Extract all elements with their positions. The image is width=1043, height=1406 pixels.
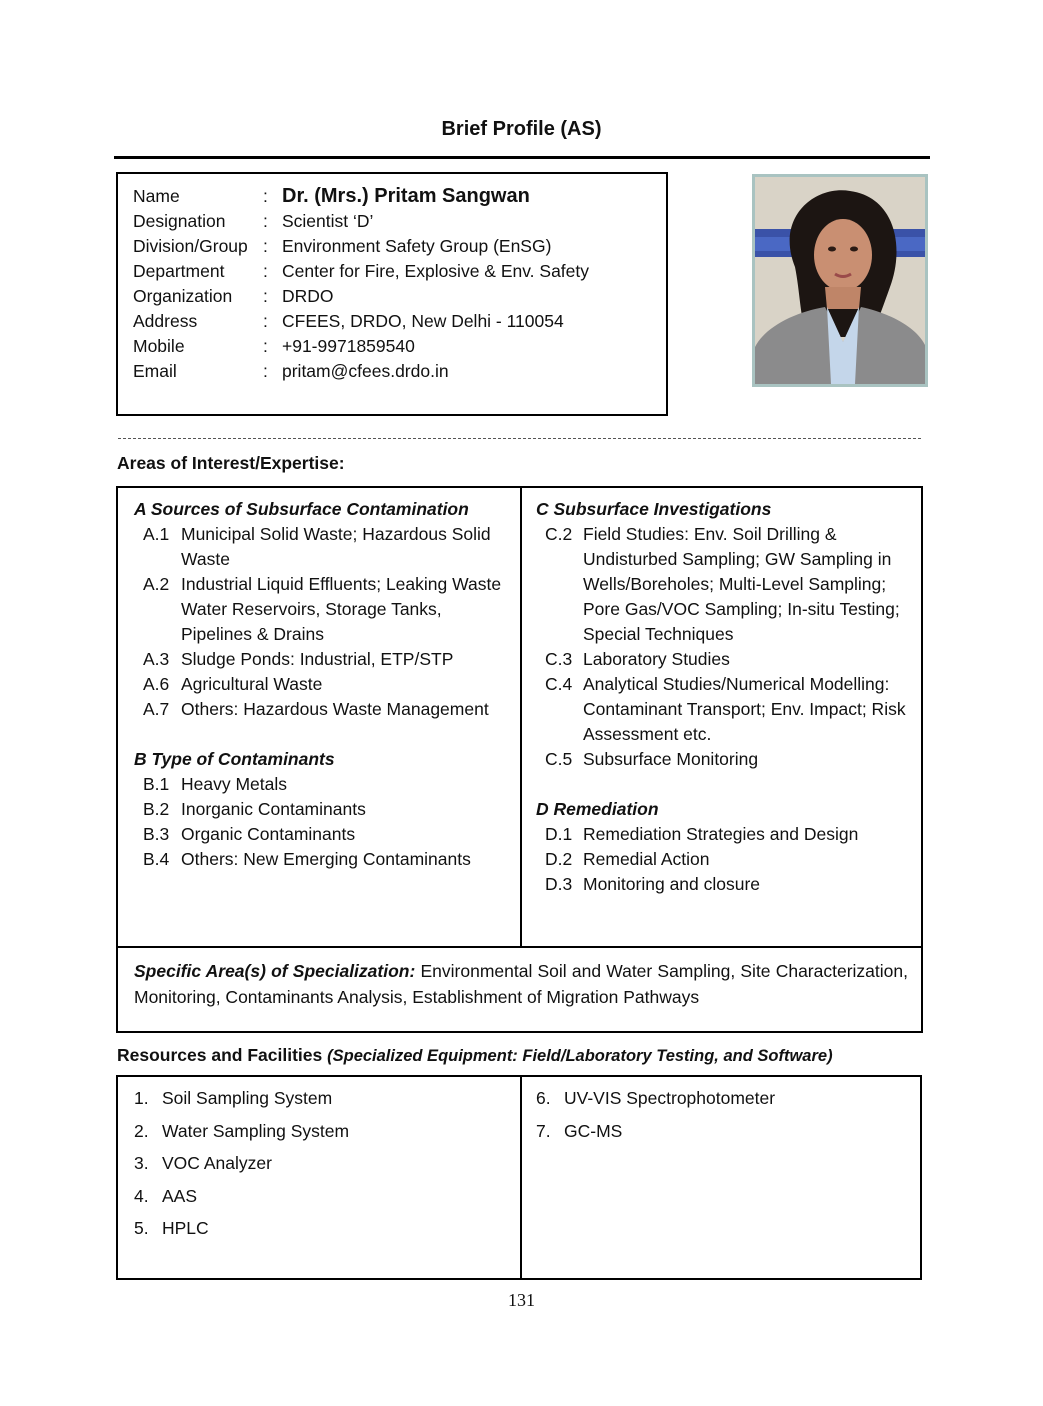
item-text: HPLC [162,1218,209,1238]
field-label: Address [133,311,198,331]
item-number: 3. [134,1153,149,1173]
item-code: D.2 [545,849,573,869]
item-text: Water Sampling System [162,1120,350,1141]
item-text: Others: New Emerging Contaminants [181,849,471,869]
item-text: AAS [162,1185,198,1206]
item-code: A.1 [143,524,170,544]
profile-row-division [133,234,666,259]
field-label: Department [133,261,225,281]
column-divider [520,488,522,948]
list-item [134,1185,349,1218]
field-label: Organization [133,286,233,306]
field-label: Mobile [133,336,185,356]
item-text: Agricultural Waste [181,674,323,694]
item-code: D.1 [545,824,573,844]
field-value: pritam@cfees.drdo.in [282,361,449,381]
field-value: +91-9971859540 [282,336,415,356]
list-item [536,747,916,772]
areas-heading: Areas of Interest/Expertise: [117,453,345,473]
dashed-separator [118,438,921,439]
item-text: Remedial Action [583,849,710,869]
field-value: CFEES, DRDO, New Delhi - 110054 [282,311,564,331]
title-rule [114,156,930,159]
item-number: 2. [134,1120,149,1141]
group-title-b: B Type of Contaminants [134,749,335,769]
resources-right-column [536,1087,775,1152]
list-item [134,822,514,847]
item-text: Soil Sampling System [162,1088,333,1108]
group-title-c: C Subsurface Investigations [536,499,772,519]
item-code: A.2 [143,574,170,594]
list-item [536,822,916,847]
list-item [134,1120,349,1153]
profile-row-designation [133,209,666,234]
resources-left-column [134,1087,349,1250]
field-colon: : [263,261,268,281]
list-item [134,1217,349,1250]
field-label: Name [133,186,180,206]
profile-row-mobile [133,334,666,359]
item-code: B.2 [143,799,170,819]
resources-heading-label: Resources and Facilities [117,1045,323,1065]
field-colon: : [263,311,268,331]
item-number: 7. [536,1120,551,1141]
item-code: B.4 [143,849,170,869]
list-item [134,647,514,672]
item-code: C.2 [545,524,573,544]
field-colon: : [263,286,268,306]
item-text: Inorganic Contaminants [181,799,366,819]
profile-row-address [133,309,666,334]
item-code: B.1 [143,774,170,794]
specialization-paragraph [134,958,908,1010]
areas-right-column [536,497,916,897]
list-item [536,847,916,872]
profile-name: Dr. (Mrs.) Pritam Sangwan [282,185,530,207]
item-code: A.6 [143,674,170,694]
field-colon: : [263,336,268,356]
list-item [536,647,916,672]
item-number: 6. [536,1088,551,1108]
field-value: DRDO [282,286,334,306]
list-item [134,847,514,872]
item-code: A.7 [143,699,170,719]
resources-heading-note: (Specialized Equipment: Field/Laboratory Testing, and Software) [327,1047,833,1065]
item-text: Analytical Studies/Numerical Modelling: Contaminant Transport; Env. Impact; Risk Assessment etc. [583,674,906,744]
profile-row-department [133,259,666,284]
specialization-label: Specific Area(s) of Specialization: [134,961,416,981]
item-text: Organic Contaminants [181,824,356,844]
item-text: Heavy Metals [181,774,288,794]
field-value: Scientist ‘D’ [282,211,374,231]
list-item [536,672,916,747]
item-text: Monitoring and closure [583,874,761,894]
areas-left-column [134,497,514,872]
page-title: Brief Profile (AS) [441,118,602,140]
resources-heading [117,1045,833,1066]
item-code: C.5 [545,749,573,769]
field-label: Email [133,361,177,381]
item-text: GC-MS [564,1120,623,1141]
item-text: Sludge Ponds: Industrial, ETP/STP [181,649,454,669]
field-label: Designation [133,211,226,231]
item-text: Municipal Solid Waste; Hazardous Solid Waste [181,524,491,569]
profile-info-box [116,172,668,416]
item-number: 4. [134,1185,149,1206]
field-colon: : [263,211,268,231]
item-text: Field Studies: Env. Soil Drilling & Undisturbed Sampling; GW Sampling in Wells/Boreholes; Multi-Level Sampling; Pore Gas/VOC Sampling; In-situ Testing; Special Techniques [583,524,900,644]
item-text: Laboratory Studies [583,649,730,669]
list-item [134,522,514,572]
list-item [134,1087,349,1120]
list-item [536,522,916,647]
list-item [536,872,916,897]
list-item [134,772,514,797]
profile-row-organization [133,284,666,309]
resources-table [116,1075,922,1280]
page-number: 131 [508,1290,535,1310]
field-label: Division/Group [133,236,248,256]
areas-columns [118,488,921,948]
list-item [134,797,514,822]
profile-row-name [133,184,666,209]
item-number: 1. [134,1088,149,1108]
group-spacer [134,722,514,747]
item-text: Remediation Strategies and Design [583,824,859,844]
list-item [536,1087,775,1120]
item-text: Subsurface Monitoring [583,749,759,769]
item-text: Industrial Liquid Effluents; Leaking Waste Water Reservoirs, Storage Tanks, Pipelines & Drains [181,574,502,644]
item-code: B.3 [143,824,170,844]
item-text: VOC Analyzer [162,1153,272,1173]
item-number: 5. [134,1218,149,1238]
item-text: UV-VIS Spectrophotometer [564,1088,776,1108]
profile-row-email [133,359,666,384]
person-portrait-icon [755,177,925,384]
item-code: A.3 [143,649,170,669]
field-colon: : [263,236,268,256]
field-value: Center for Fire, Explosive & Env. Safety [282,261,590,281]
field-colon: : [263,186,268,206]
item-code: C.3 [545,649,573,669]
list-item [134,1152,349,1185]
group-spacer [536,772,916,797]
list-item [536,1120,775,1153]
profile-photo [752,174,928,387]
group-title-a: A Sources of Subsurface Contamination [134,499,469,519]
areas-table [116,486,923,1033]
column-divider [520,1077,522,1278]
list-item [134,697,514,722]
list-item [134,672,514,697]
field-colon: : [263,361,268,381]
list-item [134,572,514,647]
item-code: D.3 [545,874,573,894]
item-text: Others: Hazardous Waste Management [181,699,489,719]
specialization-text: Environmental Soil and Water Sampling, Site Characterization, Monitoring, Contaminants Analysis, Establishment of Migration Pathways [134,961,908,1007]
field-value: Environment Safety Group (EnSG) [282,236,552,256]
item-code: C.4 [545,674,573,694]
group-title-d: D Remediation [536,799,659,819]
